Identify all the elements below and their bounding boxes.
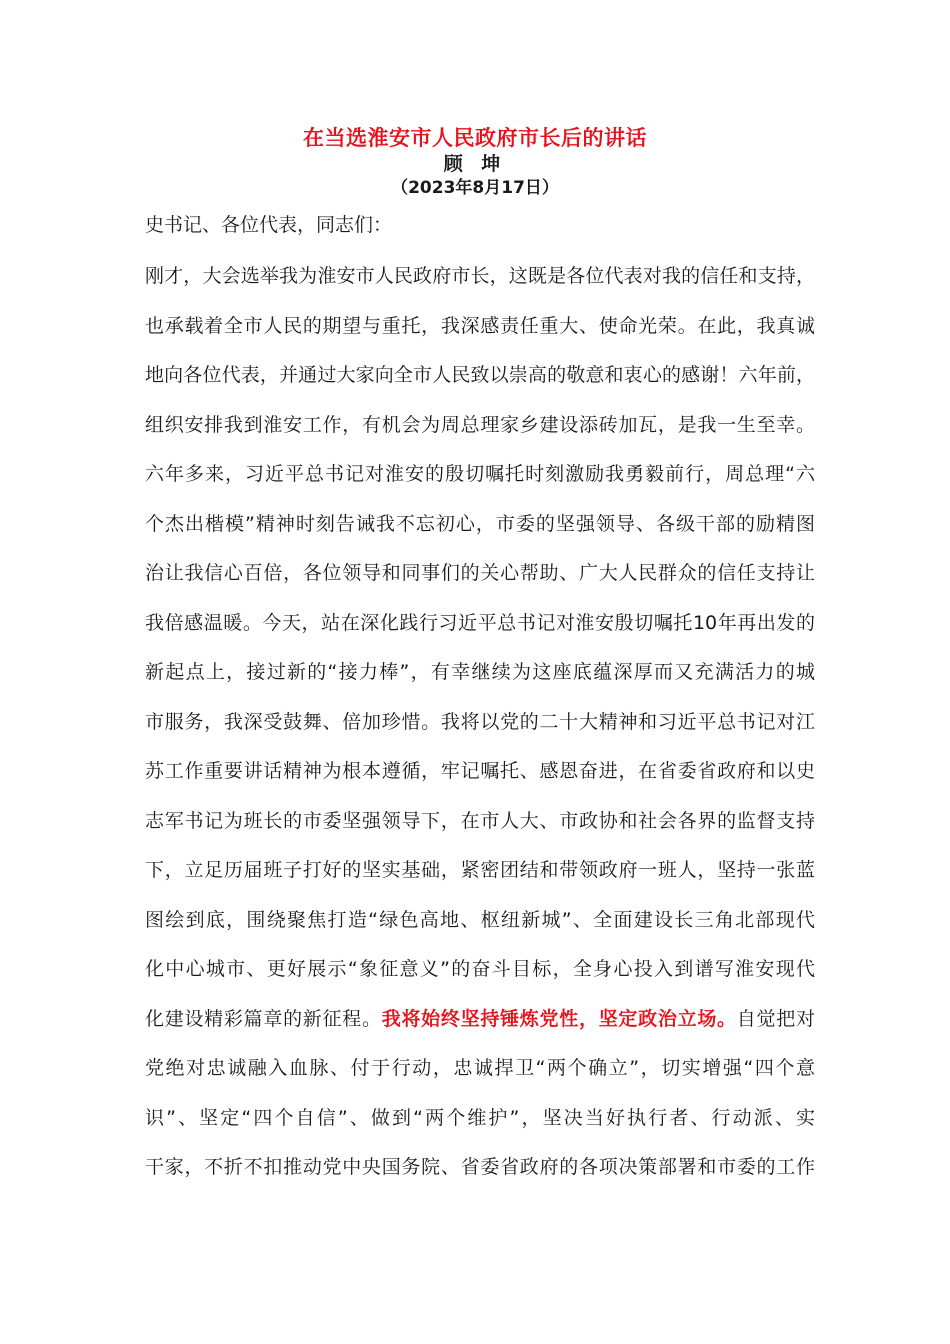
line-text: 自觉把对 bbox=[736, 1007, 815, 1030]
body-line: 市服务，我深受鼓舞、倍加珍惜。我将以党的二十大精神和习近平总书记对江 bbox=[145, 710, 815, 733]
body-line: 图绘到底，围绕聚焦打造“绿色高地、枢纽新城”、全面建设长三角北部现代 bbox=[145, 908, 815, 931]
body-line: 党绝对忠诚融入血脉、付于行动，忠诚捍卫“两个确立”，切实增强“四个意 bbox=[145, 1057, 815, 1079]
body-line: 我倍感温暖。今天，站在深化践行习近平总书记对淮安殷切嘱托10年再出发的 bbox=[145, 611, 815, 634]
body-line: 六年多来，习近平总书记对淮安的殷切嘱托时刻激励我勇毅前行，周总理“六 bbox=[145, 463, 815, 485]
body-line: 组织安排我到淮安工作，有机会为周总理家乡建设添砖加瓦，是我一生至幸。 bbox=[145, 413, 815, 436]
body-line: 苏工作重要讲话精神为根本遵循，牢记嘱托、感恩奋进，在省委省政府和以史 bbox=[145, 760, 815, 782]
body-line: 干家，不折不扣推动党中央国务院、省委省政府的各项决策部署和市委的工作 bbox=[145, 1156, 815, 1178]
body-line: 个杰出楷模”精神时刻告诫我不忘初心，市委的坚强领导、各级干部的励精图 bbox=[145, 512, 815, 535]
body-line: 也承载着全市人民的期望与重托，我深感责任重大、使命光荣。在此，我真诚 bbox=[145, 314, 815, 337]
body-line: 识”、坚定“四个自信”、做到“两个维护”，坚决当好执行者、行动派、实 bbox=[145, 1106, 815, 1129]
emphasis-text: 我将始终坚持锤炼党性，坚定政治立场。 bbox=[381, 1007, 737, 1030]
line-text: 化建设精彩篇章的新征程。 bbox=[145, 1007, 382, 1030]
body-line: 志军书记为班长的市委坚强领导下，在市人大、市政协和社会各界的监督支持 bbox=[145, 809, 815, 832]
body-line-emphasis bbox=[145, 999, 815, 1049]
salutation: 史书记、各位代表，同志们： bbox=[145, 214, 393, 236]
document-header bbox=[0, 124, 950, 200]
document-title: 在当选淮安市人民政府市长后的讲话 bbox=[303, 126, 647, 150]
speech-body bbox=[145, 256, 815, 1197]
document-author: 顾 坤 bbox=[443, 153, 507, 175]
body-line: 下，立足历届班子打好的坚实基础，紧密团结和带领政府一班人，坚持一张蓝 bbox=[145, 859, 815, 881]
body-line: 治让我信心百倍，各位领导和同事们的关心帮助、广大人民群众的信任支持让 bbox=[145, 562, 815, 584]
body-line: 化中心城市、更好展示“象征意义”的奋斗目标，全身心投入到谱写淮安现代 bbox=[145, 958, 815, 980]
body-line: 刚才，大会选举我为淮安市人民政府市长，这既是各位代表对我的信任和支持， bbox=[145, 265, 815, 287]
body-line: 新起点上，接过新的“接力棒”，有幸继续为这座底蕴深厚而又充满活力的城 bbox=[145, 661, 815, 683]
document-date: （2023年8月17日） bbox=[391, 178, 559, 198]
body-line: 地向各位代表，并通过大家向全市人民致以崇高的敬意和衷心的感谢！六年前， bbox=[145, 364, 815, 386]
